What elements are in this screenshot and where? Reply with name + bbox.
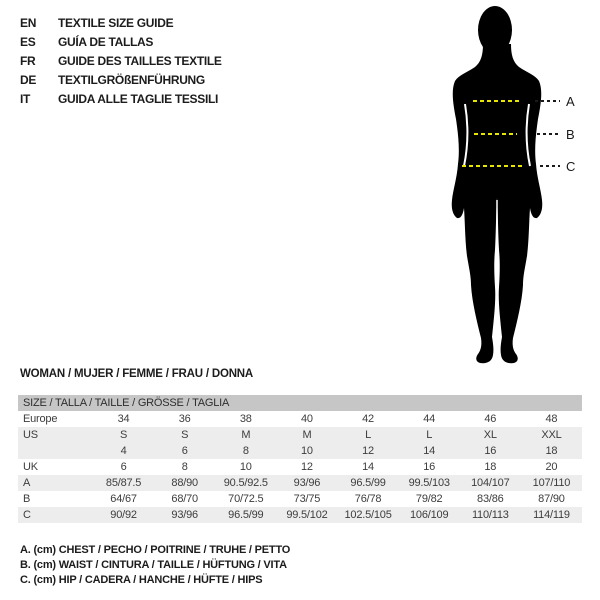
- cell: 18: [545, 445, 558, 457]
- lang-code-en: EN: [20, 15, 37, 30]
- lang-title-en: TEXTILE SIZE GUIDE: [58, 15, 174, 30]
- lang-code-de: DE: [20, 72, 37, 87]
- cell: 99.5/103: [408, 477, 450, 489]
- cell: 70/72.5: [228, 493, 264, 505]
- cell: 110/113: [471, 509, 509, 521]
- cell: 12: [362, 445, 374, 457]
- lang-title-it: GUIDA ALLE TAGLIE TESSILI: [58, 91, 219, 106]
- cell: 87/90: [538, 493, 565, 505]
- cell: 85/87.5: [105, 477, 142, 489]
- note-chest: A. (cm) CHEST / PECHO / POITRINE / TRUHE / PETTO: [20, 544, 291, 556]
- cell: 16: [423, 461, 436, 473]
- cell: 14: [423, 445, 436, 457]
- cell: 8: [181, 461, 188, 473]
- cell: 8: [242, 445, 249, 457]
- lang-code-it: IT: [20, 91, 31, 106]
- cell: 6: [120, 461, 127, 473]
- row-label: C: [23, 509, 31, 521]
- table-row-hip: [18, 507, 582, 523]
- lang-row-es: [20, 32, 222, 51]
- cell: 38: [239, 413, 252, 425]
- cell: 20: [545, 461, 558, 473]
- table-row-chest: [18, 475, 582, 491]
- measure-notes: [20, 544, 290, 589]
- cell: 79/82: [415, 493, 443, 505]
- cell: 96.5/99: [228, 509, 264, 521]
- lang-row-en: [20, 13, 222, 32]
- table-row-waist: [18, 491, 582, 507]
- cell: 10: [301, 445, 313, 457]
- measurement-figure: [420, 0, 600, 370]
- cell: 114/119: [533, 509, 570, 521]
- cell: 99.5/102: [286, 509, 328, 521]
- row-label: B: [23, 493, 31, 505]
- cell: 76/78: [354, 493, 382, 505]
- row-label: UK: [23, 461, 38, 473]
- row-label: US: [23, 429, 38, 441]
- cell: 73/75: [293, 493, 321, 505]
- cell: M: [302, 429, 312, 441]
- lang-code-fr: FR: [20, 53, 36, 68]
- row-label: Europe: [23, 413, 58, 425]
- cell: 14: [362, 461, 374, 473]
- table-title: WOMAN / MUJER / FEMME / FRAU / DONNA: [20, 368, 254, 380]
- cell: 10: [239, 461, 252, 473]
- cell: 6: [181, 445, 188, 457]
- cell: M: [241, 429, 251, 441]
- cell: 102.5/105: [344, 509, 392, 521]
- size-table-header-bar: SIZE / TALLA / TAILLE / GRÖSSE / TAGLIA: [18, 395, 582, 411]
- cell: 83/86: [477, 493, 504, 505]
- cell: L: [365, 429, 372, 441]
- note-waist: B. (cm) WAIST / CINTURA / TAILLE / HÜFTUNG / VITA: [20, 559, 287, 571]
- cell: XXL: [541, 429, 562, 441]
- measure-label-b: B: [566, 127, 575, 142]
- cell: 96.5/99: [350, 477, 386, 489]
- language-list: [20, 13, 222, 108]
- cell: S: [181, 429, 189, 441]
- cell: XL: [483, 429, 497, 441]
- lang-title-es: GUÍA DE TALLAS: [58, 34, 154, 49]
- cell: 16: [484, 445, 497, 457]
- cell: 90/92: [110, 509, 137, 521]
- cell: 12: [301, 461, 313, 473]
- measure-label-a: A: [566, 94, 575, 109]
- cell: 64/67: [110, 493, 137, 505]
- size-table: [18, 395, 582, 523]
- measure-letter-labels: [566, 94, 575, 174]
- cell: 42: [362, 413, 374, 425]
- cell: 68/70: [171, 493, 198, 505]
- table-row-europe: [18, 411, 582, 427]
- cell: 46: [484, 413, 497, 425]
- lang-row-it: [20, 89, 222, 108]
- cell: 44: [423, 413, 436, 425]
- cell: 40: [301, 413, 313, 425]
- cell: 90.5/92.5: [223, 477, 268, 489]
- lang-title-de: TEXTILGRÖßENFÜHRUNG: [58, 72, 205, 87]
- cell: 107/110: [532, 477, 571, 489]
- note-hip: C. (cm) HIP / CADERA / HANCHE / HÜFTE / HIPS: [20, 574, 263, 586]
- lang-row-de: [20, 70, 222, 89]
- lang-title-fr: GUIDE DES TAILLES TEXTILE: [58, 53, 222, 68]
- cell: 93/96: [293, 477, 321, 489]
- measure-label-c: C: [566, 159, 576, 174]
- cell: 106/109: [410, 509, 449, 521]
- cell: 36: [178, 413, 191, 425]
- cell: 48: [545, 413, 558, 425]
- table-row-uk: [18, 459, 582, 475]
- cell: 4: [120, 445, 127, 457]
- cell: 88/90: [171, 477, 198, 489]
- table-row-us-numbers: [18, 443, 582, 459]
- cell: S: [119, 429, 128, 441]
- lang-row-fr: [20, 51, 222, 70]
- lang-code-es: ES: [20, 34, 36, 49]
- cell: L: [426, 429, 433, 441]
- cell: 104/107: [471, 477, 510, 489]
- row-label: A: [23, 477, 31, 489]
- cell: 93/96: [171, 509, 198, 521]
- table-row-us-letters: [18, 427, 582, 443]
- cell: 34: [117, 413, 130, 425]
- cell: 18: [484, 461, 497, 473]
